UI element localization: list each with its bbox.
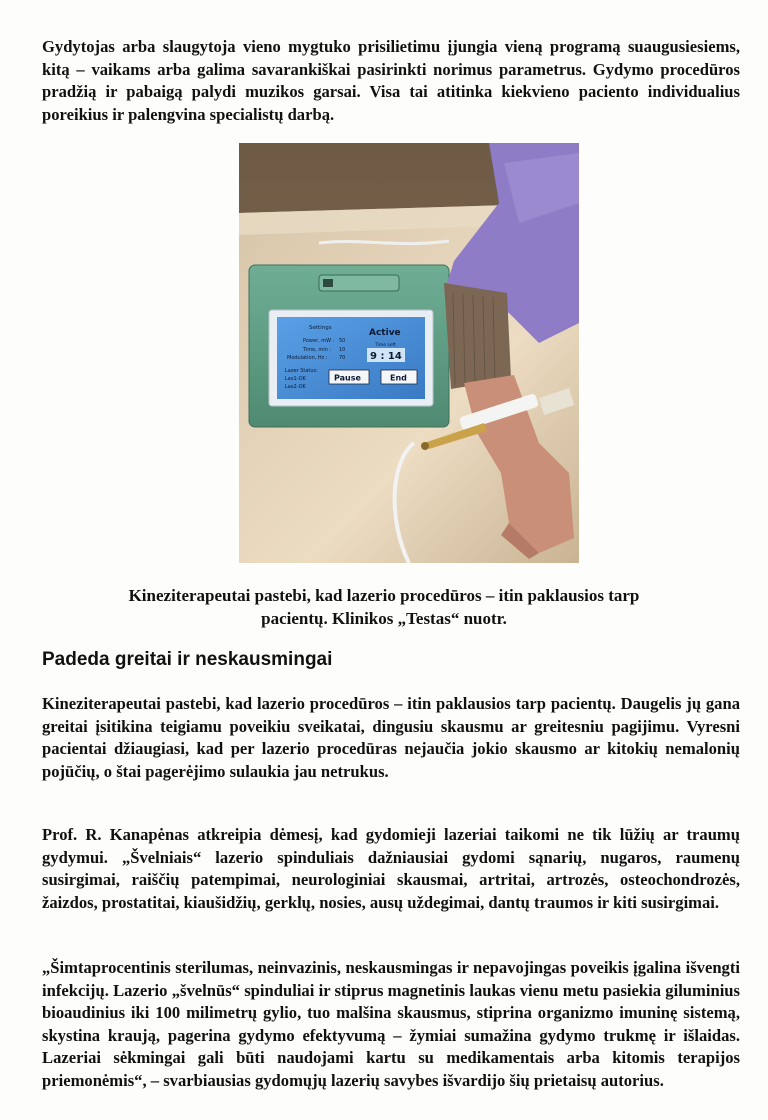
time-left-value: 9 : 14 (370, 351, 402, 362)
photo-illustration (239, 143, 579, 563)
modulation-label: Modulation, Hz : (287, 355, 328, 361)
power-value: 50 (339, 338, 346, 344)
lazer-status-label: Lazer Status: (285, 368, 318, 374)
time-label: Time, min : (303, 347, 332, 353)
time-value: 10 (339, 347, 346, 353)
time-left-label: Time Left (375, 343, 396, 348)
laser-device-photo (239, 143, 579, 563)
pause-button[interactable]: Pause (334, 373, 361, 383)
power-label: Power, mW : (303, 338, 335, 344)
intro-paragraph: Gydytojas arba slaugytoja vieno mygtuko prisilietimu įjungia vieną programą suaugusiesiems, kitą – vaikams arba galima savarankiškai pasirinkti norimus parametrus. Gydymo procedūros pradžią ir pabaigą palydi muzikos garsai. Visa tai atitinka kiekvieno paciento individualius poreikius ir palengvina specialistų darbą. (42, 37, 740, 124)
section-heading: Padeda greitai ir neskausmingai (42, 649, 333, 670)
las2-status: Las2-OK (285, 384, 306, 390)
end-button[interactable]: End (390, 373, 407, 383)
screen-settings-label: Settings (309, 325, 332, 331)
screen-status: Active (369, 328, 401, 338)
modulation-value: 70 (339, 355, 346, 361)
las1-status: Las1-OK (285, 376, 306, 382)
body-paragraph-3: „Šimtaprocentinis sterilumas, neinvazinis, neskausmingas ir nepavojingas poveikis įgalina išvengti infekcijų. Lazerio „švelnūs“ spinduliai ir stiprus magnetinis laukas vienu metu pasiekia giluminius bioaudinius iki 100 milimetrų gylio, tuo malšina skausmus, stiprina organizmo imuninę sistemą, skystina kraują, pagerina gydymo efektyvumą – žymiai sumažina gydymo trukmę ir išlaidas. Lazeriai sėkmingai gali būti naudojami kartu su medikamentais arba kitomis terapijos priemonėmis“, – svarbiausias gydomųjų lazerių savybes išvardijo šių prietaisų autorius. (42, 958, 740, 1090)
photo-caption (42, 584, 726, 630)
caption-line-1: Kineziterapeutai pastebi, kad lazerio procedūros – itin paklausios tarp (128, 586, 640, 605)
body-paragraph-2: Prof. R. Kanapėnas atkreipia dėmesį, kad gydomieji lazeriai taikomi ne tik lūžių ar traumų gydymui. „Švelniais“ lazerio spinduliais dažniausiai gydomi sąnarių, nugaros, raumenų susirgimai, raiščių patempimai, neurologiniai skausmai, artritai, artrozės, osteochondrozės, žaizdos, prostatitai, kiaušidžių, gerklų, nosies, ausų uždegimai, dantų traumos ir kiti susirgimai. (42, 825, 740, 912)
caption-line-2: pacientų. Klinikos „Testas“ nuotr. (261, 609, 507, 628)
body-paragraph-1: Kineziterapeutai pastebi, kad lazerio procedūros – itin paklausios tarp pacientų. Daugelis jų gana greitai įsitikina teigiamu poveikiu sveikatai, dingusiu skausmu ar greitesniu pagijimu. Vyresni pacientai džiaugiasi, kad per lazerio procedūras nejaučia jokio skausmo ar kitokių nemalonių pojūčių, o štai pagerėjimo sulaukia jau netrukus. (42, 694, 740, 781)
